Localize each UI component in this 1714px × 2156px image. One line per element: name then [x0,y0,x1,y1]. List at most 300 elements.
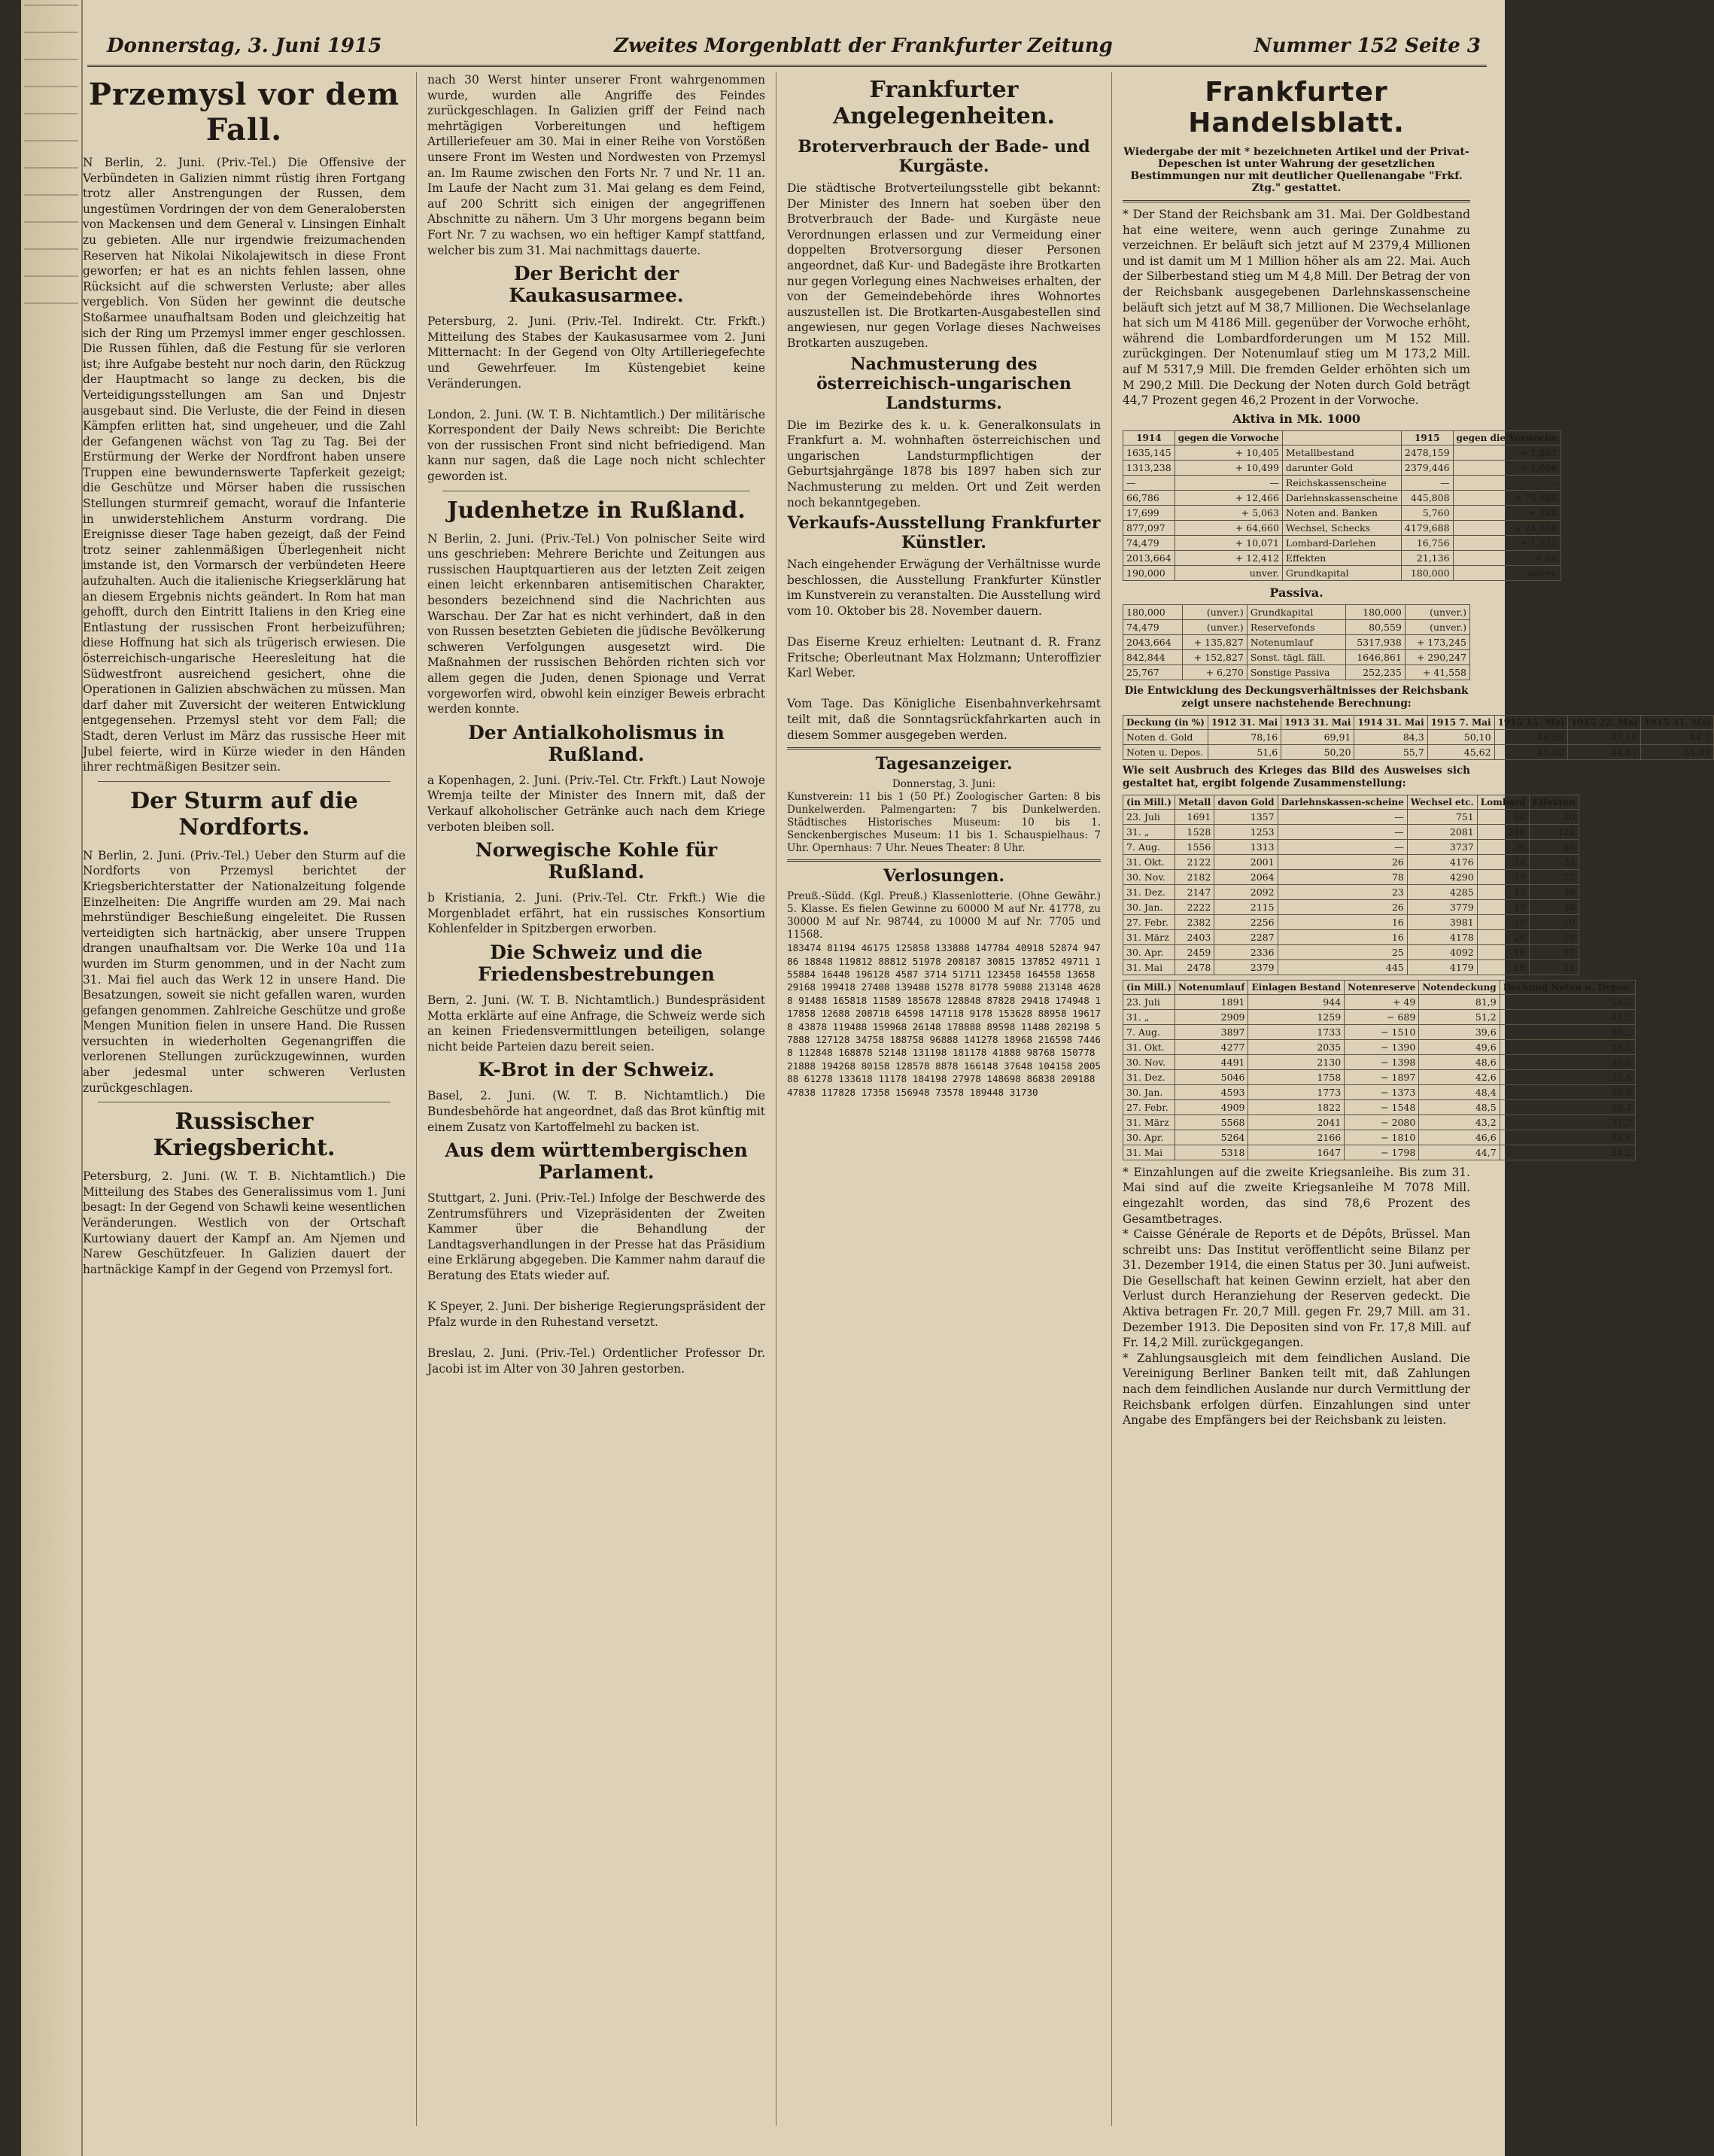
table-cell: 30. Jan. [1123,1084,1175,1099]
table-cell: 31. März [1123,929,1175,944]
table-row [1123,490,1561,505]
table-cell: 4277 [1175,1039,1248,1054]
table-cell: 180,000 [1401,565,1453,580]
table-cell: 1528 [1175,824,1214,839]
table-cell: (unver.) [1405,619,1469,634]
table-row [1123,505,1561,520]
headline-nordforts: Der Sturm auf die Nordforts. [130,787,358,841]
table-cell: 20 [1477,929,1529,944]
table-cell: + 290,247 [1405,649,1469,664]
table-cell: 30,2 [1500,1024,1635,1039]
table-cell: + 10,071 [1175,535,1282,550]
table-cell: 27. Febr. [1123,1099,1175,1114]
table-cell: 45,62 [1427,744,1494,759]
table-cell: — [1175,475,1282,490]
article-norwegian-coal: b Kristiania, 2. Juni. (Priv.-Tel. Ctr. Frkft.) Wie die Morgenbladet erfährt, hat ein russisches Konsortium Kohlenfelder in Spitzbergen erworben. [427,891,765,936]
table-cell: 31. Mai [1123,959,1175,975]
article-caisse-generale: * Caisse Générale de Reports et de Dépôts, Brüssel. Man schreibt uns: Das Institut veröffentlicht seine Bilanz per 31. Dezember 1914, die einen Status per 30. Juni aufweist. Die Gesellschaft hat keinen Gewinn erzielt, hat aber den Verlust durch Heranziehung der Reserven gedeckt. Die Aktiva betragen Fr. 20,7 Mill. gegen Fr. 29,7 Mill. am 31. Dezember 1913. Die Depositen sind von Fr. 17,8 Mill. auf Fr. 14,2 Mill. zurückgegangen. [1123,1227,1470,1350]
article-continued: nach 30 Werst hinter unserer Front wahrgenommen wurde, wurden alle Angriffe des Feindes zurückgeschlagen. In Galizien griff der Feind nach mehrtägigen Vorbereitungen und heftigem Artilleriefeuer am 30. Mai in einer Reihe von Vorstößen unsere Front im Westen und Nordwesten von Przemysl an. Im Raume zwischen den Forts Nr. 7 und Nr. 11 an. Im Laufe der Nacht zum 31. Mai gelang es dem Feind, auf 200 Schritt sich einigen der angegriffenen Abschnitte zu nähern. Um 3 Uhr morgens begann beim Fort Nr. 7 zu wachsen, wo ein heftiger Kampf stattfand, welcher bis zum 31. Mai nachmittags dauerte. [427,73,765,257]
table-cell: Reservefonds [1247,619,1345,634]
article-k-brot: Basel, 2. Juni. (W. T. B. Nichtamtlich.) Die Bundesbehörde hat angeordnet, daß das Brot künftig mit einem Zusatz von Kartoffelmehl zu backen ist. [427,1089,765,1134]
table-cell: — [1278,824,1407,839]
table-cell: + 12,466 [1175,490,1282,505]
table-cell: 1646,861 [1346,649,1406,664]
table-cell: 1357 [1214,809,1278,824]
table-cell: 39,6 [1419,1024,1500,1039]
table-cell: 1259 [1248,1009,1345,1024]
article-landsturm: Die im Bezirke des k. u. k. Generalkonsulats in Frankfurt a. M. wohnhaften österreichischen und ungarischen Landsturmpflichtigen der Geburtsjahrgänge 1878 bis 1897 haben sich zur Nachmusterung zu melden. Ort und Zeit werden noch bekanntgegeben. [787,418,1101,509]
table1-passiva-caption: Passiva. [1269,585,1323,600]
table-cell: 4290 [1407,869,1477,884]
table-cell: — [1123,475,1175,490]
table-header-cell: Notenreserve [1345,980,1419,994]
table-cell: 39 [1529,884,1579,899]
table-cell: Effekten [1282,550,1401,565]
table-cell: Noten and. Banken [1282,505,1401,520]
table2-intro: Die Entwicklung des Deckungsverhältnisses der Reichsbank zeigt unsere nachstehende Berechnung: [1124,684,1469,710]
table-cell: — [1278,809,1407,824]
table-cell: 1556 [1175,839,1214,854]
headline-frankfurt-affairs: Frankfurter Angelegenheiten. [832,77,1055,129]
reichsbank-passiva-table [1123,604,1470,680]
table-row [1123,1054,1636,1069]
table-cell: 30. Nov. [1123,1054,1175,1069]
table-cell: Darlehnskassenscheine [1282,490,1401,505]
table-cell: 16 [1477,944,1529,959]
table-cell: 180,000 [1346,604,1406,619]
table-cell: + 64,660 [1175,520,1282,535]
table-cell: unver. [1453,565,1561,580]
table-cell: + 49 [1345,994,1419,1009]
table-cell: Wechsel, Schecks [1282,520,1401,535]
table-row [1123,869,1579,884]
table-header-cell: gegen die Vorwoche [1175,430,1282,445]
table-row [1123,994,1636,1009]
table-cell: (unver.) [1405,604,1469,619]
table-cell: 190,000 [1123,565,1175,580]
table-cell: 84,3 [1354,729,1427,744]
table-cell: 78 [1278,869,1407,884]
table-cell: 17 [1529,944,1579,959]
table-row [1123,445,1561,460]
table-cell: 74,479 [1123,619,1183,634]
table-cell: Grundkapital [1282,565,1401,580]
column-3 [776,72,1112,2126]
table-cell: + 1,235 [1453,535,1561,550]
table-cell: − 1510 [1345,1024,1419,1039]
table-header-cell: (in Mill.) [1123,795,1175,809]
table-cell: 32 [1529,854,1579,869]
headline-exhibition: Verkaufs-Ausstellung Frankfurter Künstler. [787,513,1101,553]
table-row [1123,535,1561,550]
table-row [1123,959,1579,975]
table-cell: 252,235 [1346,664,1406,680]
table-row [1123,649,1470,664]
table-cell: − 1897 [1345,1069,1419,1084]
table-cell: + 12,412 [1175,550,1282,565]
table-cell: 122 [1529,824,1579,839]
table-cell: 877,097 [1123,520,1175,535]
table-cell: 2092 [1214,884,1278,899]
table-cell: unver. [1175,565,1282,580]
headline-judenhetze: Judenhetze in Rußland. [447,497,746,524]
table-cell: 1733 [1248,1024,1345,1039]
headline-tagesanzeiger: Tagesanzeiger. [875,754,1013,774]
table-cell: 2043,664 [1123,634,1183,649]
table-cell: 4593 [1175,1084,1248,1099]
table-row [1123,1130,1636,1145]
table-cell: 2478,159 [1401,445,1453,460]
table-cell: 48,6 [1419,1054,1500,1069]
table-cell: darunter Gold [1282,460,1401,475]
table-header-cell: 1915 15. Mai [1494,715,1567,729]
table-cell: 33,6 [1500,1130,1635,1145]
table-cell: Noten u. Depos. [1123,744,1208,759]
table-cell: 26 [1278,854,1407,869]
article-bread: Die städtische Brotverteilungsstelle gibt bekannt: Der Minister des Innern hat soeben über den Brotverbrauch der Bade- und Kurgäste neue Verordnungen erlassen und zur Vermeidung einer doppelten Brotversorgung dieser Personen angeordnet, daß Kur- und Badegäste ihre Brotkarten nur gegen Vorlegung eines Nachweises erhalten, der von der Gemeindebehörde ihres Wohnortes auszustellen ist. Die Brotkarten-Ausgabestellen sind angewiesen, nur gegen Vorlage dieses Nachweises Brotkarten auszugeben. [787,181,1101,350]
table-cell: 25 [1278,944,1407,959]
table-cell: − 1810 [1345,1130,1419,1145]
table-row [1123,634,1470,649]
table-row [1123,1024,1636,1039]
table-cell: + 41,558 [1405,664,1469,680]
table-cell: 4176 [1407,854,1477,869]
table-row [1123,884,1579,899]
table-row [1123,1084,1636,1099]
tagesanzeiger-date: Donnerstag, 3. Juni: [892,778,996,791]
table-cell: — [1278,839,1407,854]
table-row [1123,1145,1636,1160]
reichsbank-aktiva-table [1123,430,1561,581]
table-cell: 2081 [1407,824,1477,839]
headline-verlosungen: Verlosungen. [883,866,1005,886]
table-cell: 47,19 [1567,729,1640,744]
table-row [1123,824,1579,839]
table-cell: 2459 [1175,944,1214,959]
table-cell: 5046 [1175,1069,1248,1084]
table-header-cell: Metall [1175,795,1214,809]
table-header-cell: davon Gold [1214,795,1278,809]
table-cell: 51,2 [1419,1009,1500,1024]
table-cell: 23 [1278,884,1407,899]
table-cell: 27. Febr. [1123,914,1175,929]
table-cell: 31. Okt. [1123,854,1175,869]
headline-russian-report: Russischer Kriegsbericht. [153,1108,336,1162]
table-cell: 10 [1477,914,1529,929]
table-cell: 31. Dez. [1123,1069,1175,1084]
column-4 [1112,72,1711,2126]
table-cell: 1647 [1248,1145,1345,1160]
table-header-cell: 1914 [1123,430,1175,445]
table-cell: 2403 [1175,929,1214,944]
table-cell: 2122 [1175,854,1214,869]
table-cell: 2182 [1175,869,1214,884]
table-cell: 2166 [1248,1130,1345,1145]
article-exhibition: Nach eingehender Erwägung der Verhältnisse wurde beschlossen, die Ausstellung Frankfurter Künstler im Kunstverein zu veranstalten. Die Ausstellung wird vom 10. Oktober bis 28. November dauern. Das Eiserne Kreuz erhielten: Leutnant d. R. Franz Fritsche; Oberleutnant Max Holzmann; Unteroffizier Karl Weber. Vom Tage. Das Königliche Eisenbahnverkehrsamt teilt mit, daß die Sonntagsrückfahrkarten auch in diesem Sommer ausgegeben werden. [787,558,1101,742]
table-cell: 1691 [1175,809,1214,824]
table-cell: 2256 [1214,914,1278,929]
table-cell: 31. Okt. [1123,1039,1175,1054]
table-row [1123,899,1579,914]
table-cell: 2909 [1175,1009,1248,1024]
table-header-cell: Darlehnskassen-scheine [1278,795,1407,809]
headline-landsturm: Nachmusterung des österreichisch-ungarischen Landsturms. [816,354,1071,413]
table-cell: 2382 [1175,914,1214,929]
table-header-row [1123,715,1714,729]
table-cell: 43,2 [1419,1114,1500,1130]
table-cell: 842,844 [1123,649,1183,664]
table-cell: − 1548 [1345,1099,1419,1114]
table-cell: 44,67 [1567,744,1640,759]
table-row [1123,1099,1636,1114]
table-cell: 1758 [1248,1069,1345,1084]
table-row [1123,520,1561,535]
table-cell: (unver.) [1182,604,1247,619]
table-cell: 44,7 [1419,1145,1500,1160]
article-judenhetze: N Berlin, 2. Juni. (Priv.-Tel.) Von polnischer Seite wird uns geschrieben: Mehrere Berichte und Zeitungen aus russischen Hauptquartieren aus der letzten Zeit zeigen einen leicht erkennbaren antisemitischen Charakter, besonders bezeichnend sind die Nachrichten aus Warschau. Der Zar hat es nicht verhindert, daß in den von Russen besetzten Gebieten die jüdische Bevölkerung schweren Verfolgungen ausgesetzt wird. Die Maßnahmen der russischen Behörden richten sich vor allem gegen die Juden, denen Spionage und Verrat vorgeworfen wird, obwohl kein einziger Beweis erbracht werden konnte. [427,531,765,716]
table-cell: 66,786 [1123,490,1175,505]
table-cell: 7. Aug. [1123,1024,1175,1039]
table-cell: 31. Dez. [1123,884,1175,899]
table-cell: 944 [1248,994,1345,1009]
table-row [1123,729,1714,744]
table-header-cell: 1912 31. Mai [1208,715,1281,729]
table-cell: 19 [1529,929,1579,944]
table-cell: 50 [1477,809,1529,824]
table-cell: (unver.) [1182,619,1247,634]
headline-caucasus: Der Bericht der Kaukasusarmee. [509,263,684,307]
table-cell: + 6,270 [1182,664,1247,680]
table-cell: + 1,006 [1453,460,1561,475]
column-2 [417,72,776,2126]
table-cell: 1822 [1248,1099,1345,1114]
table-cell: 21,136 [1401,550,1453,565]
table-cell: 2130 [1248,1054,1345,1069]
table-row [1123,550,1561,565]
table-row [1123,944,1579,959]
table-header-cell: 1914 31. Mai [1354,715,1427,729]
table-cell: 180,000 [1123,604,1183,619]
table-cell: 2013,664 [1123,550,1175,565]
table-cell: + 75,988 [1453,490,1561,505]
table-row [1123,619,1470,634]
table-cell: 218 [1477,824,1529,839]
copyright-note: Wiedergabe der mit * bezeichneten Artikel und der Privat-Depeschen ist unter Wahrung der gesetzlichen Bestimmungen nur mit deutlicher Quellenangabe "Frkf. Ztg." gestattet. [1123,146,1469,194]
table-cell: 3737 [1407,839,1477,854]
table-cell: + 135,827 [1182,634,1247,649]
table-cell: 5318 [1175,1145,1248,1160]
table-cell: 30. Nov. [1123,869,1175,884]
table-row [1123,664,1470,680]
table-cell: 51,6 [1208,744,1281,759]
table-cell: 4178 [1407,929,1477,944]
table-header-cell: Notendeckung [1419,980,1500,994]
table-cell: 3779 [1407,899,1477,914]
table-cell: 751 [1407,809,1477,824]
table-cell: 16,756 [1401,535,1453,550]
table-cell: 50,10 [1427,729,1494,744]
table-header-cell: Deckung (in %) [1123,715,1208,729]
table-cell: + 788 [1453,505,1561,520]
table-cell: Sonst. tägl. fäll. [1247,649,1345,664]
headline-antialkoholismus: Der Antialkoholismus in Rußland. [468,721,725,765]
table-cell: — [1401,475,1453,490]
table-header-cell: Effekten [1529,795,1579,809]
table-cell: 69,91 [1281,729,1354,744]
coverage-table [1123,715,1714,760]
table-cell: 1253 [1214,824,1278,839]
table-row [1123,475,1561,490]
headline-switzerland-peace: Die Schweiz und die Friedensbestrebungen [477,941,715,985]
table-cell: 2379 [1214,959,1278,975]
table-cell: Lombard-Darlehen [1282,535,1401,550]
table-header-cell: 1915 31. Mai [1641,715,1714,729]
table-cell: 4092 [1407,944,1477,959]
table-cell: Sonstige Passiva [1247,664,1345,680]
table-cell: 36,5 [1500,1084,1635,1099]
table-cell: 43,62 [1494,744,1567,759]
table-cell: − 1398 [1345,1054,1419,1069]
table-cell: 5264 [1175,1130,1248,1145]
table-cell: 25,767 [1123,664,1183,680]
table-header-row [1123,980,1636,994]
table-row [1123,565,1561,580]
table-header-cell: 1915 22. Mai [1567,715,1640,729]
table-cell: 3981 [1407,914,1477,929]
table-header-cell: 1913 31. Mai [1281,715,1354,729]
table-row [1123,1039,1636,1054]
verlosungen-text: Preuß.-Südd. (Kgl. Preuß.) Klassenlotterie. (Ohne Gewähr.) 5. Klasse. Es fielen Gewinne zu 60000 M auf Nr. 41778, zu 30000 M auf Nr. 98744, zu 10000 M auf Nr. 7705 und 11568. [787,890,1101,941]
table-cell: + 152,827 [1182,649,1247,664]
article-reichsbank: * Der Stand der Reichsbank am 31. Mai. Der Goldbestand hat eine weitere, wenn auch geringe Zunahme zu verzeichnen. Er beläuft sich jetzt auf M 2379,4 Millionen und ist damit um M 1 Million höher als am 22. Mai. Auch der Silberbestand stieg um M 4,8 Mill. Der Betrag der von der Reichsbank ausgegebenen Darlehnskassenscheine beläuft sich jetzt auf M 38,7 Millionen. Die Wechselanlage hat sich um M 4186 Mill. gegenüber der Vorwoche erhöht, während die Lombardforderungen um M 152 Mill. zurückgingen. Der Notenumlauf stieg um M 173,2 Mill. auf M 5317,9 Mill. Die fremden Gelder erhöhten sich um M 290,2 Mill. Die Deckung der Noten durch Gold beträgt 44,7 Prozent gegen 46,2 Prozent in der Vorwoche. [1123,208,1470,408]
table-cell: 17,699 [1123,505,1175,520]
table-cell: 35,6 [1500,1069,1635,1084]
table-row [1123,1009,1636,1024]
table-cell: 2336 [1214,944,1278,959]
table-header-cell: Notenumlauf [1175,980,1248,994]
table-cell: Notenumlauf [1247,634,1345,649]
table-cell: 5568 [1175,1114,1248,1130]
lottery-numbers: 183474 81194 46175 125858 133888 147784 40918 52874 94786 18848 119812 88812 51978 208187 30815 137852 49711 155884 16448 196128 4587 3714 51711 123458 164558 13658 29168 199418 27408 139488 15278 81778 59088 213148 46288 91488 165818 11589 185678 128848 87828 29418 174948 117858 12688 208718 64598 147118 9178 153628 88958 196178 43878 119488 159968 26148 178888 89598 11488 202198 57888 127128 34758 188758 96888 141278 18968 216598 74468 112848 168878 52148 131198 181178 41888 98768 150778 21888 194268 80158 128578 8878 166148 37648 104158 200588 61278 133618 11178 184198 27978 148698 86838 209188 47838 117828 17358 156948 73578 189448 31730 [787,942,1102,1098]
table-cell: 48,5 [1419,1099,1500,1114]
table-cell: 41,2 [1500,1009,1635,1024]
table-cell: + 10,405 [1175,445,1282,460]
table-cell: 2478 [1175,959,1214,975]
table-row [1123,744,1714,759]
table-cell: − 689 [1345,1009,1419,1024]
table-cell: 31. März [1123,1114,1175,1130]
table-cell: 23. Juli [1123,809,1175,824]
table-header-cell: gegen die Vorwoche [1453,430,1561,445]
table-cell: 55,7 [1354,744,1427,759]
table-cell: 21 [1529,959,1579,975]
table1-caption: Aktiva in Mk. 1000 [1232,411,1360,426]
table-row [1123,914,1579,929]
header-page-number: Nummer 152 Seite 3 [1254,35,1481,57]
table-cell: − 1798 [1345,1145,1419,1160]
table-cell: − 1373 [1345,1084,1419,1099]
table-cell: 2222 [1175,899,1214,914]
table-cell: 1773 [1248,1084,1345,1099]
headline-przemysl: Przemysl vor dem Fall. [88,77,400,147]
table-cell: 30. Apr. [1123,944,1175,959]
table-cell: 20 [1529,809,1579,824]
article-kriegsanleihe: * Einzahlungen auf die zweite Kriegsanleihe. Bis zum 31. Mai sind auf die zweite Kriegsanleihe M 7078 Mill. eingezahlt worden, das sind 78,6 Prozent des Gesamtbetrages. [1123,1165,1470,1226]
page-header [87,29,1487,67]
table-cell: 36,3 [1500,1099,1635,1114]
header-masthead: Zweites Morgenblatt der Frankfurter Zeitung [614,35,1113,57]
table-cell: 16 [1477,959,1529,975]
table-header-cell: 1915 [1401,430,1453,445]
header-date: Donnerstag, 3. Juni 1915 [107,35,382,57]
table-cell: 31. „ [1123,1009,1175,1024]
table-cell: 1313,238 [1123,460,1175,475]
article-nordforts: N Berlin, 2. Juni. (Priv.-Tel.) Ueber den Sturm auf die Nordforts von Przemysl berichtet der Kriegsberichterstatter der Nationalzeitung folgende Einzelheiten: Die Angriffe wurden am 29. Mai nach mehrstündiger Beschießung eingeleitet. Die Russen verteidigten sich hartnäckig, aber unsere Truppen drangen unaufhaltsam vor. Die Werke 10a und 11a wurden im Sturm genommen, und in der Nacht zum 31. Mai fiel auch das Werk 12 in unsere Hand. Die Besatzungen, soweit sie nicht gefallen waren, wurden gefangen genommen. Zahlreiche Geschütze und große Mengen Munition fielen in unsere Hand. Die Russen versuchten in wiederholten Gegenangriffen die verlorenen Stellungen zurückzugewinnen, wurden aber jedesmal unter schweren Verlusten zurückgeschlagen. [83,848,406,1095]
table-cell: 19 [1529,914,1579,929]
table-row [1123,1114,1636,1130]
table-cell: 2064 [1214,869,1278,884]
article-caucasus: Petersburg, 2. Juni. (Priv.-Tel. Indirekt. Ctr. Frkft.) Mitteilung des Stabes der Kaukasusarmee vom 2. Juni Mitternacht: In der Gegend von Olty Artilleriegefechte und Gewehrfeuer. Im Küstengebiet keine Veränderungen. London, 2. Juni. (W. T. B. Nichtamtlich.) Der militärische Korrespondent der Daily News schreibt: Die Berichte von der russischen Front sind nicht befriedigend. Man kann nur sagen, daß die Lage noch nicht schlechter geworden ist. [427,315,765,484]
table-cell: 4179,688 [1401,520,1453,535]
notes-development-table [1123,980,1636,1160]
table-cell: 19 [1477,899,1529,914]
table-cell: 74,479 [1123,535,1175,550]
table-cell: 35,6 [1500,1054,1635,1069]
table-row [1123,839,1579,854]
table-cell: 81,9 [1419,994,1500,1009]
table-cell: Grundkapital [1247,604,1345,619]
table-header-cell: 1915 7. Mai [1427,715,1494,729]
table3-intro: Wie seit Ausbruch des Krieges das Bild des Ausweises sich gestaltet hat, ergibt folgende Zusammenstellung: [1123,764,1470,789]
table-header-cell: Wechsel etc. [1407,795,1477,809]
table-cell: 30. Jan. [1123,899,1175,914]
table-cell: 31. „ [1123,824,1175,839]
table-cell: 46,6 [1419,1130,1500,1145]
table-cell: 4285 [1407,884,1477,899]
table-row [1123,1069,1636,1084]
article-russian-report: Petersburg, 2. Juni. (W. T. B. Nichtamtlich.) Die Mitteilung des Stabes des Generalissimus vom 1. Juni besagt: In der Gegend von Schawli keine wesentlichen Veränderungen. Westlich von der Ortschaft Kurtowiany dauert der Kampf an. Am Njemen und Narew Geschützfeuer. In Galizien dauert der hartnäckige Kampf in der Gegend von Przemysl fort. [83,1169,406,1276]
table-cell: 2379,446 [1401,460,1453,475]
article-zahlungsausgleich: * Zahlungsausgleich mit dem feindlichen Ausland. Die Vereinigung Berliner Banken teilt mit, daß Zahlungen nach dem feindlichen Auslande nur durch Vermittlung der Reichsbank erfolgen dürfen. Einzahlungen sind unter Angabe des Empfängers bei der Reichsbank zu leisten. [1123,1351,1470,1428]
headline-handelsblatt: Frankfurter Handelsblatt. [1188,77,1405,138]
table-cell: 4909 [1175,1099,1248,1114]
table-cell: 2115 [1214,899,1278,914]
table-cell: 2287 [1214,929,1278,944]
table-cell: 16 [1278,929,1407,944]
table-cell: Metallbestand [1282,445,1401,460]
table-cell: − 2080 [1345,1114,1419,1130]
table-row [1123,809,1579,824]
table-cell: 54,5 [1500,994,1635,1009]
table-header-row [1123,430,1561,445]
table-cell: Noten d. Gold [1123,729,1208,744]
table-cell: 34,2 [1500,1145,1635,1160]
table-header-cell: Einlagen Bestand [1248,980,1345,994]
table-cell: − 1390 [1345,1039,1419,1054]
table-cell: 36,5 [1500,1039,1635,1054]
table-row [1123,604,1470,619]
table-cell: + 173,245 [1405,634,1469,649]
table-cell: + 5,063 [1175,505,1282,520]
table-cell: + 24,138 [1453,520,1561,535]
column-1 [72,72,417,2126]
table-cell: + 10,499 [1175,460,1282,475]
table-cell: 445 [1278,959,1407,975]
table-header-cell: (in Mill.) [1123,980,1175,994]
table-cell: 4491 [1175,1054,1248,1069]
table-cell: + 56 [1453,550,1561,565]
table-cell: 4179 [1407,959,1477,975]
